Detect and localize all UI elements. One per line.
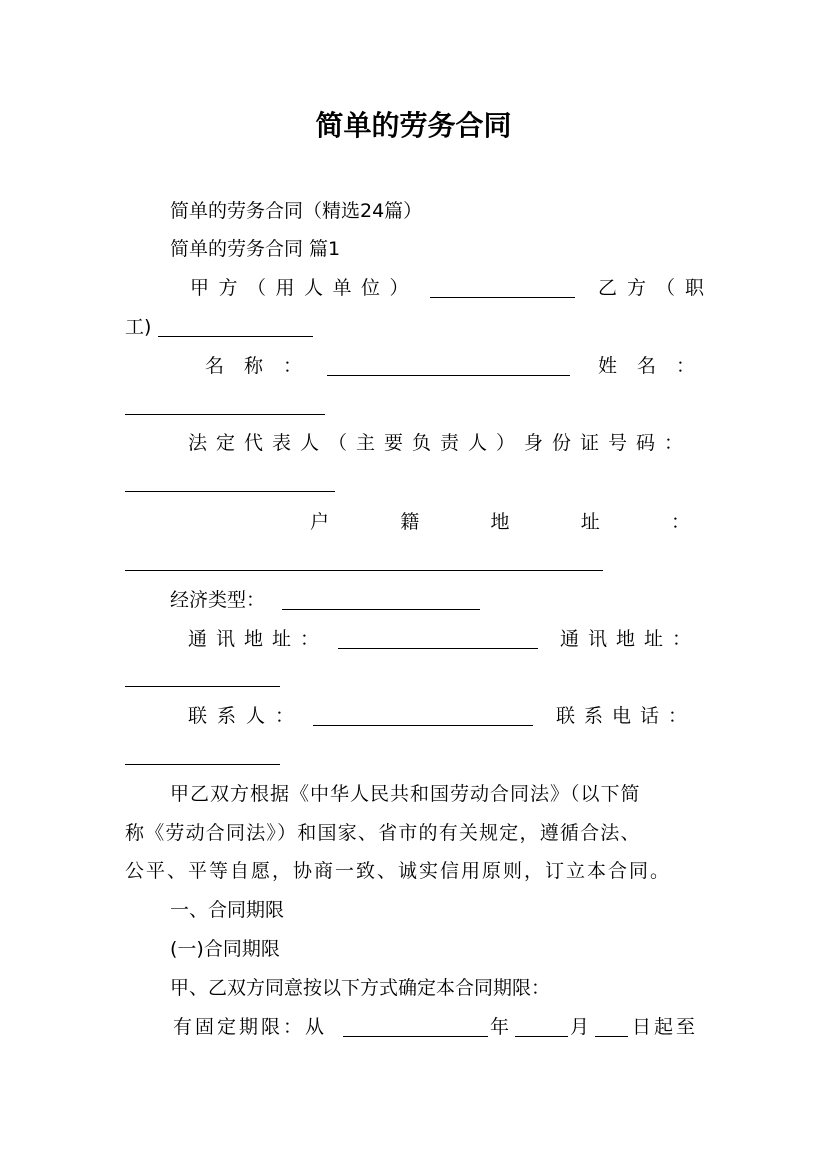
char: ： [670,511,690,533]
address-a-label: 通讯地址： [188,628,329,650]
address-b-label: 通讯地址： [560,628,701,650]
party-a-label: 甲方（用人单位） [190,277,419,299]
paragraph-line: 甲乙双方根据《中华人民共和国劳动合同法》（以下简 [170,783,641,805]
name-label: 名称： [205,355,323,377]
start-year-blank [343,1036,488,1037]
subtitle: 简单的劳务合同（精选24篇） [170,200,423,222]
economy-type-blank [282,609,480,610]
part-heading: 简单的劳务合同 篇1 [170,238,341,260]
party-b-label-cont: 工) [125,316,152,338]
party-b-blank [158,336,313,337]
char: 址 [580,511,600,533]
day-to-label: 日起至 [632,1016,699,1038]
document-title: 简单的劳务合同 [315,109,512,142]
legal-rep-label: 法定代表人（主要负责人）身份证号码： [188,432,693,454]
phone-label: 联系电话： [556,705,697,727]
subsection-heading: (一)合同期限 [170,938,280,960]
contact-label: 联系人： [188,705,305,727]
start-month-blank [515,1036,568,1037]
paragraph-line: 公平、平等自愿，协商一致、诚实信用原则，订立本合同。 [125,860,672,882]
year-label: 年 [490,1016,510,1038]
phone-blank [125,764,280,765]
char: 籍 [400,511,420,533]
party-b-label: 乙方（职 [598,277,715,299]
id-number-blank [125,491,335,492]
fixed-term-label: 有固定期限：从 [173,1016,328,1038]
paragraph-line: 称《劳动合同法》）和国家、省市的有关规定，遵循合法、 [125,822,641,844]
party-a-blank [430,297,575,298]
household-address-label [310,509,690,535]
address-a-blank [338,648,538,649]
month-label: 月 [570,1016,590,1038]
person-name-blank [125,414,325,415]
name-blank [327,375,570,376]
char: 地 [490,511,510,533]
household-address-blank [125,570,603,571]
char: 户 [310,511,330,533]
contact-blank [313,725,533,726]
section-heading: 一、合同期限 [170,899,285,921]
person-name-label: 姓名： [598,355,716,377]
agreement-text: 甲、乙双方同意按以下方式确定本合同期限： [170,977,551,999]
address-b-blank [125,686,280,687]
economy-type-label: 经济类型： [170,589,266,611]
start-day-blank [595,1036,628,1037]
